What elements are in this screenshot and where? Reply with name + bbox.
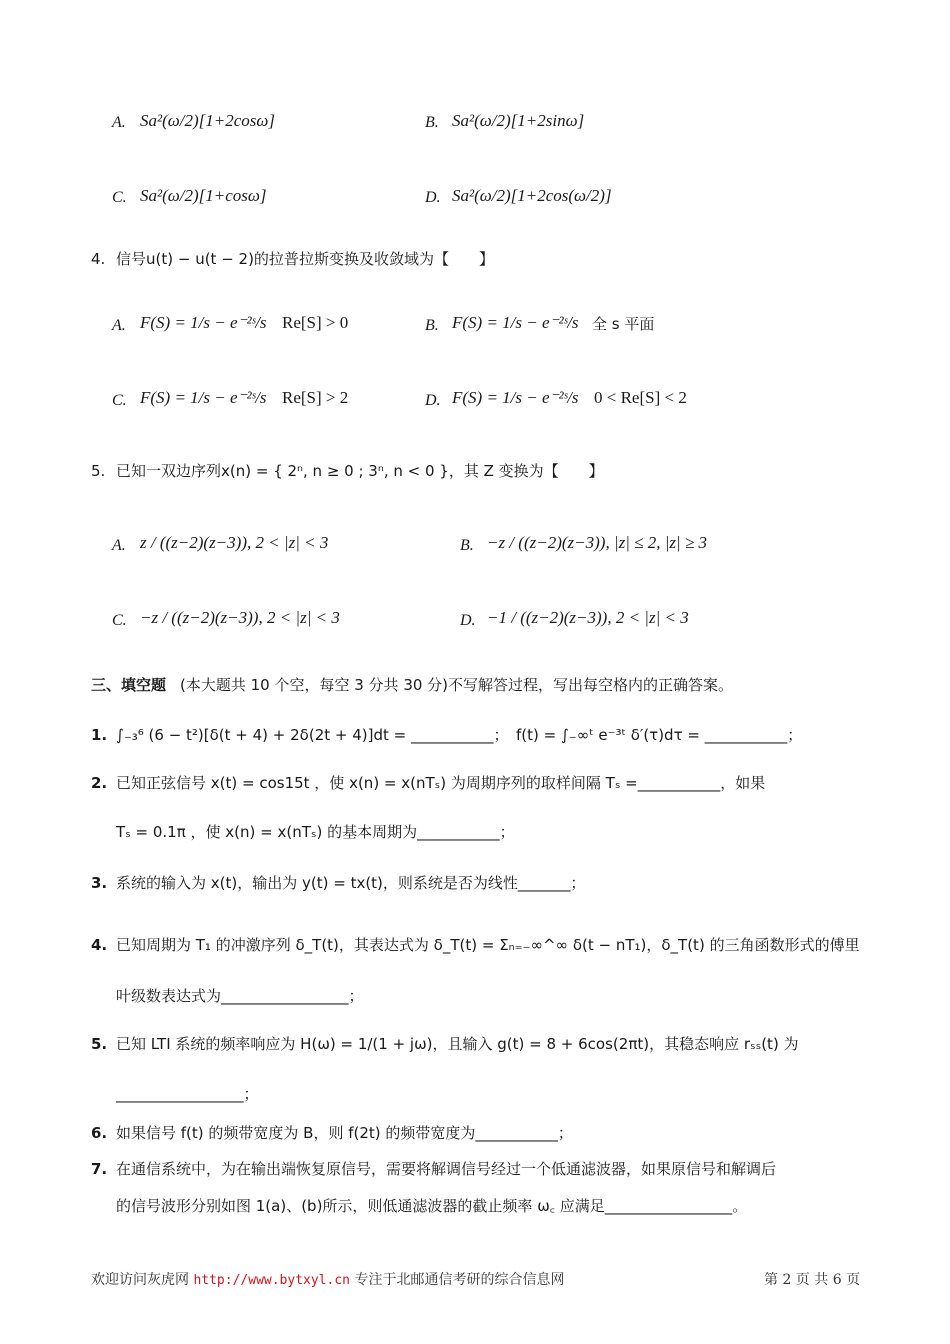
fill-2-line2: Tₛ = 0.1π ，使 x(n) = x(nTₛ) 的基本周期为___________；	[116, 823, 515, 841]
footer-url-link[interactable]: http://www.bytxyl.cn	[193, 1273, 350, 1288]
q4-option-b-label: B.	[425, 317, 439, 334]
q5-option-c-formula: −z / ((z−2)(z−3)), 2 < |z| < 3	[140, 608, 340, 627]
q3-option-a-formula: Sa²(ω/2)[1+2cosω]	[140, 111, 276, 130]
q5-option-b-label: B.	[460, 537, 474, 554]
fill-6-number: 6.	[91, 1124, 108, 1142]
q4-option-d-roc: 0 < Re[S] < 2	[594, 388, 687, 407]
q5-option-d-formula: −1 / ((z−2)(z−3)), 2 < |z| < 3	[487, 608, 689, 627]
fill-7-line1: 在通信系统中，为在输出端恢复原信号，需要将解调信号经过一个低通滤波器，如果原信号和解调后	[116, 1160, 777, 1178]
q4-option-d-formula: F(S) = 1/s − e⁻²ˢ/s	[452, 388, 579, 407]
fill-5-line1: 已知 LTI 系统的频率响应为 H(ω) = 1/(1 + jω)，且输入 g(t) = 8 + 6cos(2πt)，其稳态响应 rₛₛ(t) 为	[116, 1035, 799, 1053]
q4-option-d-label: D.	[425, 392, 441, 409]
q3-option-a-label: A.	[112, 114, 126, 131]
q4-option-c-formula: F(S) = 1/s − e⁻²ˢ/s	[140, 388, 267, 407]
q3-option-c-formula: Sa²(ω/2)[1+cosω]	[140, 186, 267, 205]
footer-left	[91, 1272, 564, 1289]
fill-4-number: 4.	[91, 936, 108, 954]
q5-option-b-formula: −z / ((z−2)(z−3)), |z| ≤ 2, |z| ≥ 3	[487, 533, 708, 552]
q4-option-b-formula: F(S) = 1/s − e⁻²ˢ/s	[452, 313, 579, 332]
q4-number: 4.	[91, 250, 106, 268]
footer-site-suffix: 专注于北邮通信考研的综合信息网	[354, 1272, 565, 1288]
footer-site-prefix: 欢迎访问灰虎网	[91, 1272, 189, 1288]
section3-note: (本大题共 10 个空，每空 3 分共 30 分)不写解答过程，写出每空格内的正确答案。	[180, 676, 734, 694]
q4-option-a-roc: Re[S] > 0	[282, 313, 349, 332]
section3-heading: 三、填空题	[91, 676, 167, 694]
q5-option-a-formula: z / ((z−2)(z−3)), 2 < |z| < 3	[140, 533, 329, 552]
q5-option-a-label: A.	[112, 537, 126, 554]
q4-option-c-label: C.	[112, 392, 127, 409]
q4-option-b-roc: 全 s 平面	[592, 315, 655, 333]
q4-option-a-formula: F(S) = 1/s − e⁻²ˢ/s	[140, 313, 267, 332]
fill-6-line1: 如果信号 f(t) 的频带宽度为 B，则 f(2t) 的频带宽度为___________；	[116, 1124, 573, 1142]
q3-option-d-formula: Sa²(ω/2)[1+2cos(ω/2)]	[452, 186, 612, 205]
fill-2-line1: 已知正弦信号 x(t) = cos15t ，使 x(n) = x(nTₛ) 为周期序列的取样间隔 Tₛ =___________，如果	[116, 774, 766, 792]
q5-stem: 已知一双边序列x(n) = { 2ⁿ, n ≥ 0 ; 3ⁿ, n < 0 }，其 Z 变换为【 】	[116, 462, 604, 480]
q4-option-c-roc: Re[S] > 2	[282, 388, 349, 407]
footer-page-number: 第 2 页 共 6 页	[764, 1272, 861, 1288]
q5-option-c-label: C.	[112, 612, 127, 629]
q3-option-b-formula: Sa²(ω/2)[1+2sinω]	[452, 111, 585, 130]
fill-2-number: 2.	[91, 774, 108, 792]
fill-1-number: 1.	[91, 726, 108, 744]
q3-option-d-label: D.	[425, 189, 441, 206]
fill-4-line1: 已知周期为 T₁ 的冲激序列 δ_T(t)，其表达式为 δ_T(t) = Σₙ₌₋∞^∞ δ(t − nT₁)，δ_T(t) 的三角函数形式的傅里	[116, 936, 860, 954]
fill-1-line1: ∫₋₃⁶ (6 − t²)[δ(t + 4) + 2δ(2t + 4)]dt = ___________； f(t) = ∫₋∞ᵗ e⁻³ᵗ δ′(τ)dτ = ___________；	[116, 726, 803, 744]
q3-option-b-label: B.	[425, 114, 439, 131]
fill-5-number: 5.	[91, 1035, 108, 1053]
fill-4-line2: 叶级数表达式为_________________；	[116, 987, 364, 1005]
q5-option-d-label: D.	[460, 612, 476, 629]
fill-7-line2: 的信号波形分别如图 1(a)、(b)所示，则低通滤波器的截止频率 ω꜀ 应满足_________________。	[116, 1197, 748, 1215]
fill-3-line1: 系统的输入为 x(t)，输出为 y(t) = tx(t)，则系统是否为线性_______；	[116, 874, 586, 892]
q4-option-a-label: A.	[112, 317, 126, 334]
q4-stem: 信号u(t) − u(t − 2)的拉普拉斯变换及收敛域为【 】	[116, 250, 494, 268]
q3-option-c-label: C.	[112, 189, 127, 206]
fill-5-line2: _________________；	[116, 1085, 259, 1103]
fill-3-number: 3.	[91, 874, 108, 892]
q5-number: 5.	[91, 462, 106, 480]
fill-7-number: 7.	[91, 1160, 108, 1178]
